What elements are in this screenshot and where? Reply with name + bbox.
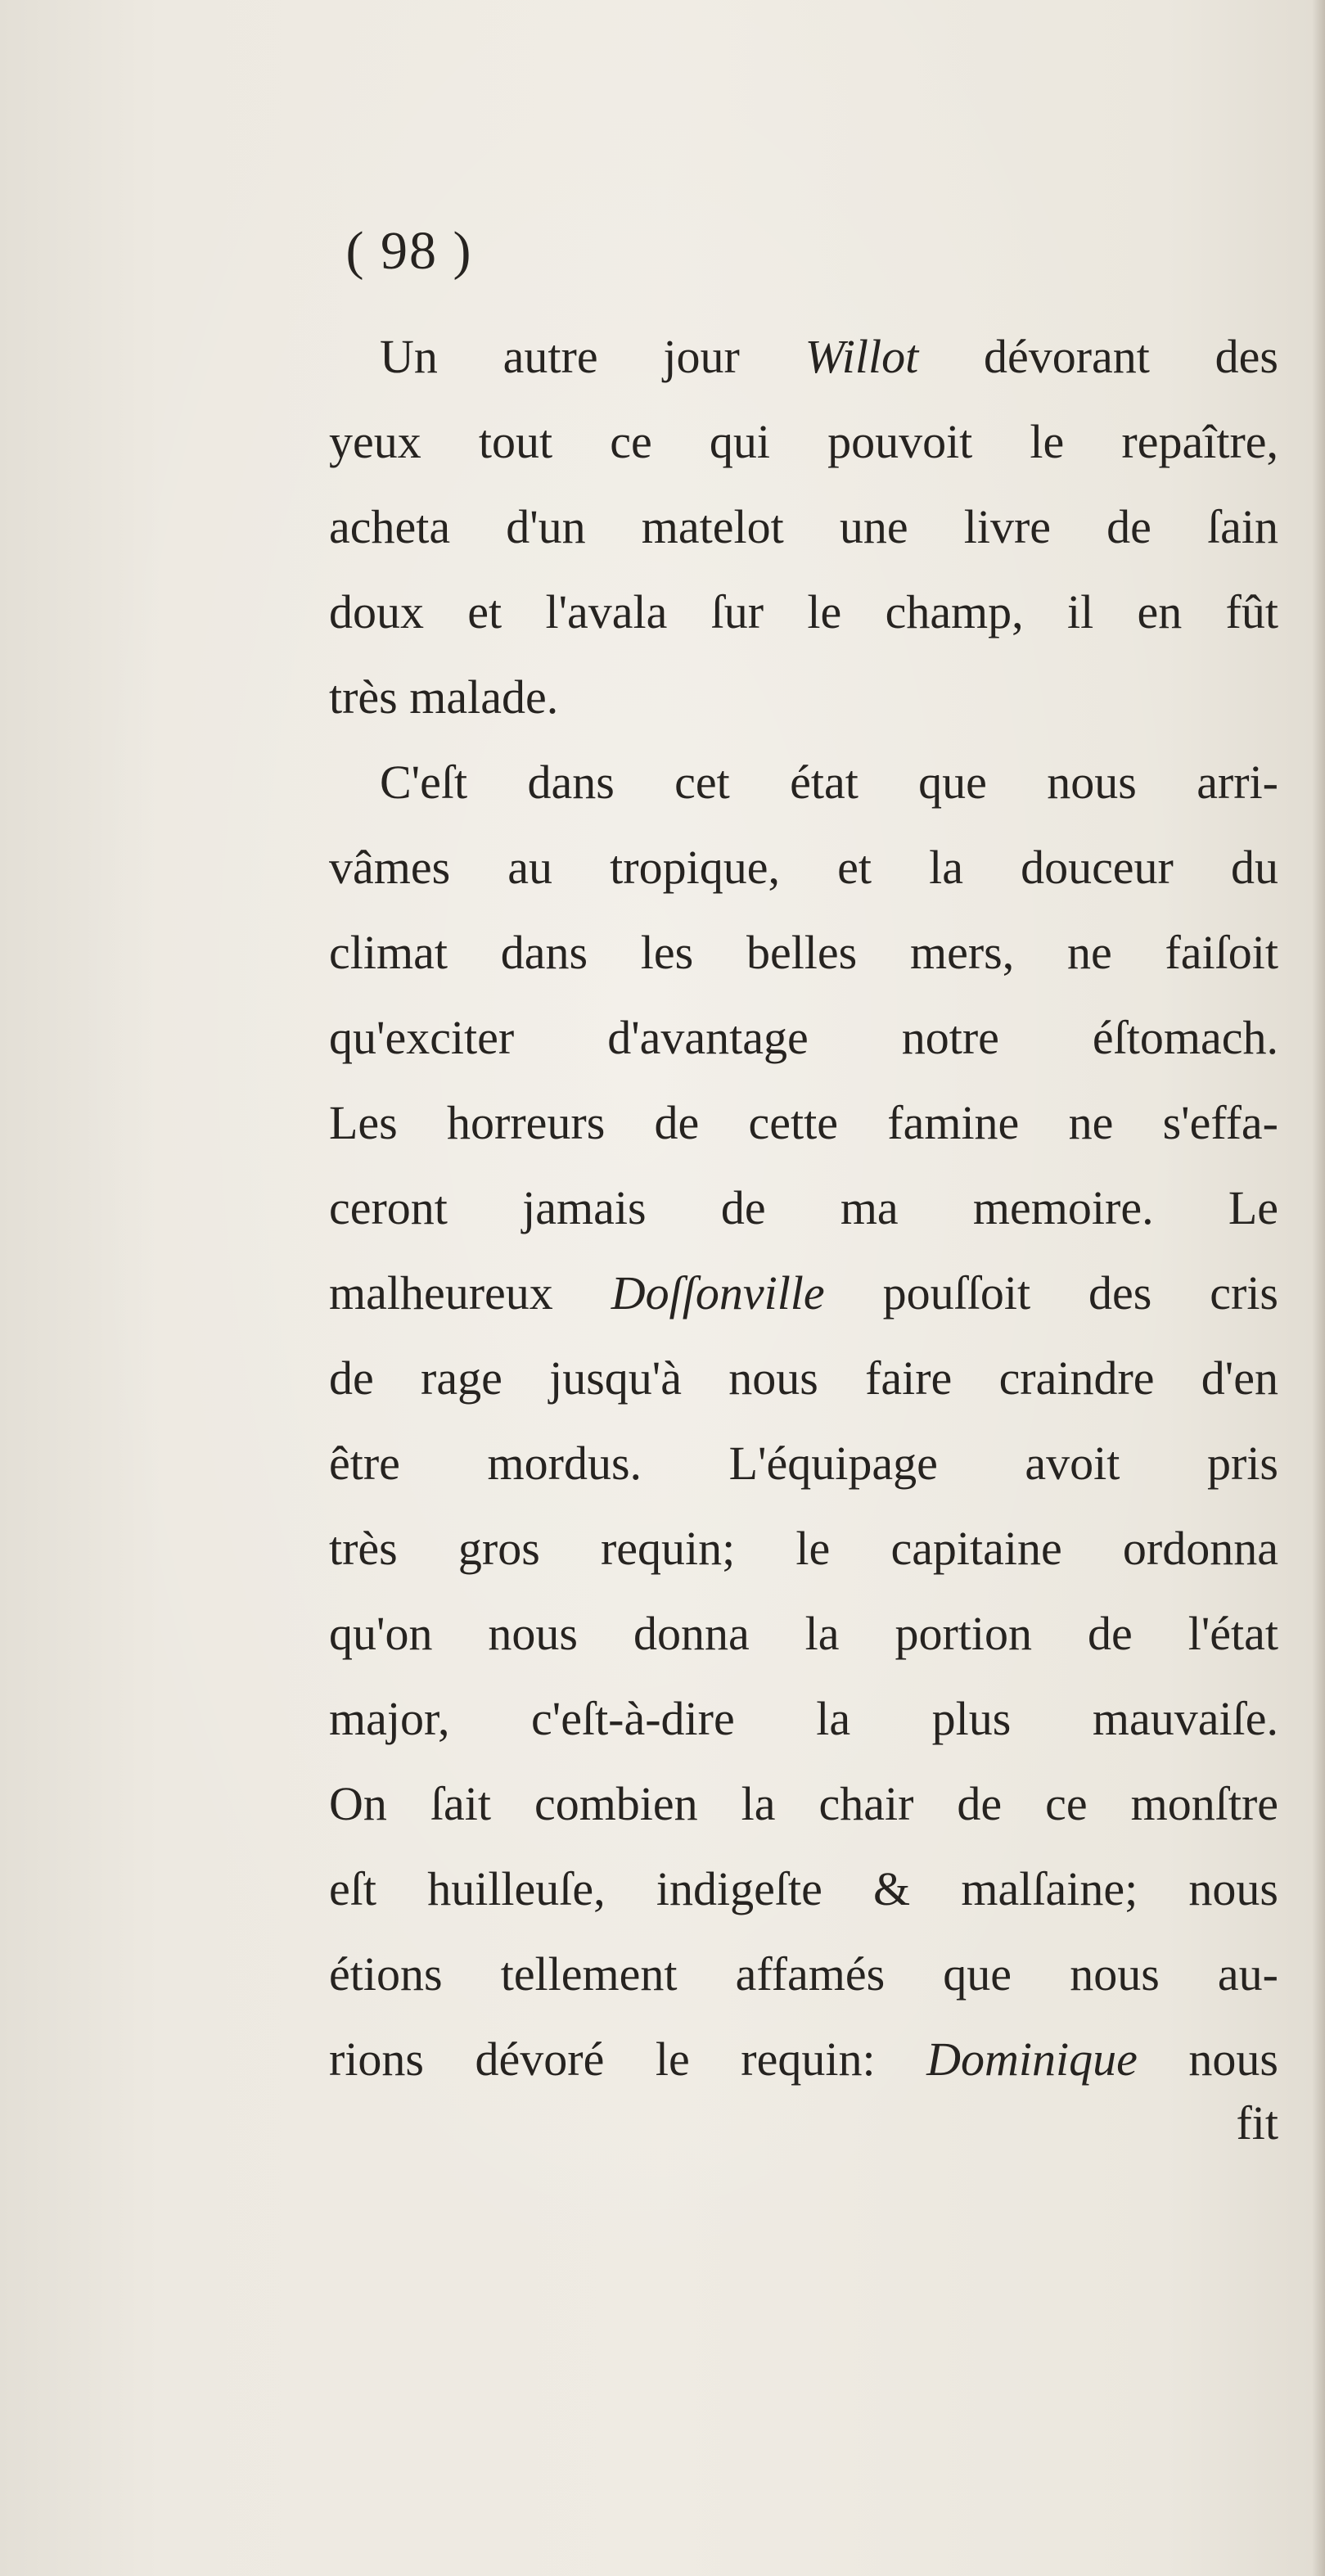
catchword: fit [1236, 2096, 1278, 2150]
text-line: très gros requin; le capitaine ordonna [329, 1522, 1278, 1575]
text-line: C'eſt dans cet état que nous arri- [380, 756, 1278, 809]
text-line: acheta d'un matelot une livre de ſain [329, 500, 1278, 553]
text-line: ceront jamais de ma memoire. Le [329, 1181, 1278, 1234]
text-line: rions dévoré le requin: Dominique nous [329, 2032, 1278, 2086]
text-line: Un autre jour Willot dévorant des [380, 330, 1278, 383]
page-number: ( 98 ) [345, 221, 473, 281]
body-text [329, 314, 1278, 2102]
text-line: qu'exciter d'avantage notre éſtomach. [329, 1011, 1278, 1064]
text-line: être mordus. L'équipage avoit pris [329, 1437, 1278, 1490]
page-edge-shadow [1312, 0, 1325, 2576]
text-line: très malade. [329, 670, 559, 724]
text-line: climat dans les belles mers, ne faiſoit [329, 926, 1278, 979]
text-line: Les horreurs de cette famine ne s'effa- [329, 1096, 1278, 1149]
text-line: eſt huilleuſe, indigeſte & malſaine; nous [329, 1862, 1278, 1915]
text-line: qu'on nous donna la portion de l'état [329, 1607, 1278, 1660]
text-line: de rage jusqu'à nous faire craindre d'en [329, 1351, 1278, 1405]
text-line: major, c'eſt-à-dire la plus mauvaiſe. [329, 1692, 1278, 1745]
text-line: On ſait combien la chair de ce monſtre [329, 1777, 1278, 1830]
text-line: malheureux Doſſonville pouſſoit des cris [329, 1266, 1278, 1320]
text-line: vâmes au tropique, et la douceur du [329, 841, 1278, 894]
text-line: yeux tout ce qui pouvoit le repaître, [329, 415, 1278, 468]
text-line: doux et l'avala ſur le champ, il en fût [329, 585, 1278, 638]
text-line: étions tellement affamés que nous au- [329, 1947, 1278, 2001]
